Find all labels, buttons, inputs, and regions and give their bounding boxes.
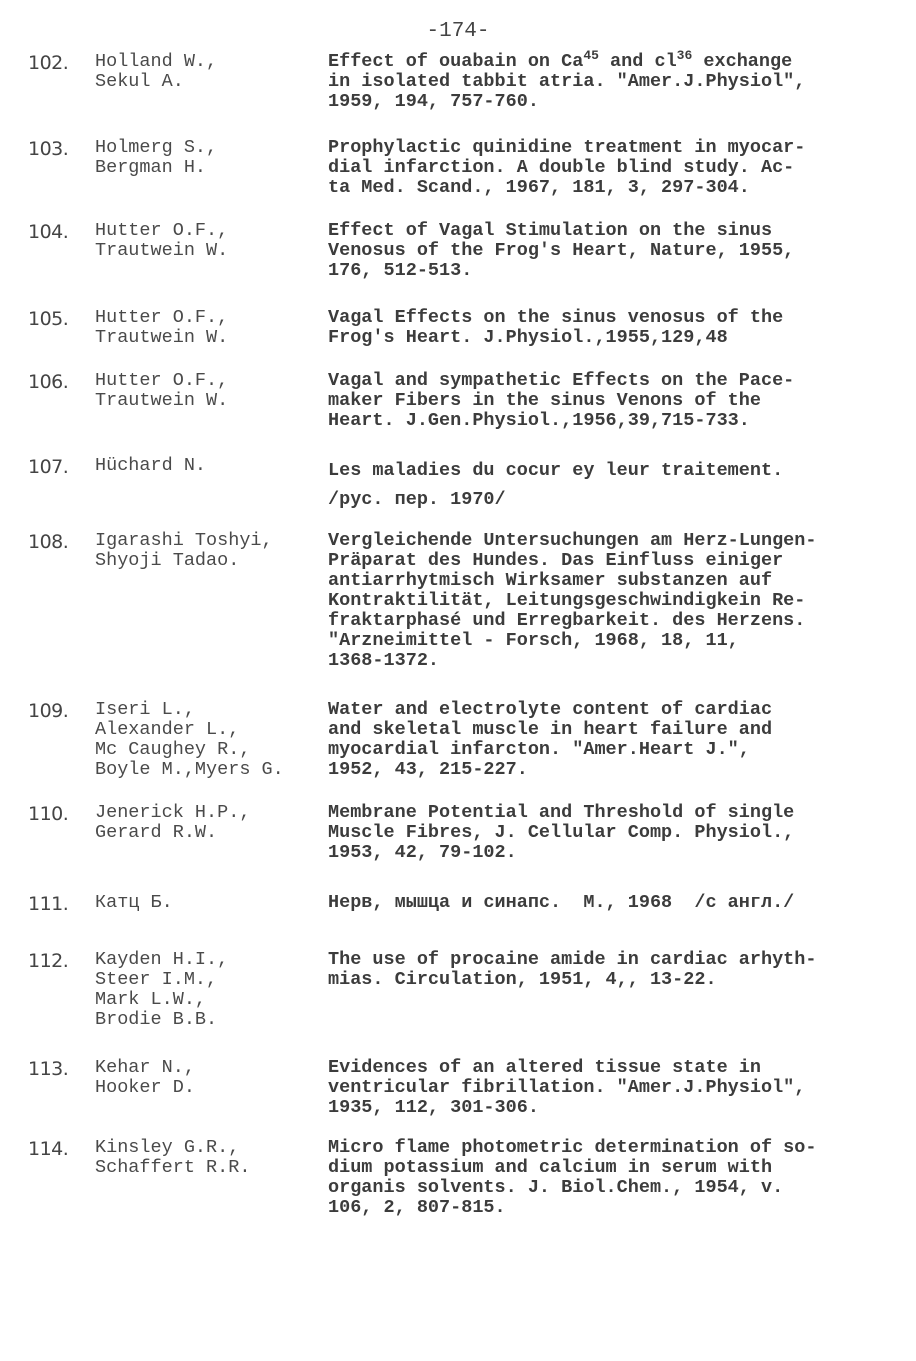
reference-authors: Hutter O.F., Trautwein W. bbox=[95, 370, 229, 411]
reference-authors: Kayden H.I., Steer I.M., Mark L.W., Brodie B.B. bbox=[95, 949, 229, 1030]
reference-authors: Hutter O.F., Trautwein W. bbox=[95, 307, 229, 348]
citation-text: Effect of ouabain on Ca bbox=[328, 51, 584, 72]
reference-authors: Kinsley G.R., Schaffert R.R. bbox=[95, 1137, 251, 1178]
reference-number: 107. bbox=[28, 456, 69, 478]
reference-number: 113. bbox=[28, 1058, 69, 1080]
reference-number: 110. bbox=[28, 803, 69, 825]
reference-citation: Evidences of an altered tissue state in ventricular fibrillation. "Amer.J.Physiol", 1935, 112, 301-306. bbox=[328, 1057, 806, 1118]
reference-authors: Jenerick H.P., Gerard R.W. bbox=[95, 802, 251, 843]
reference-number: 112. bbox=[28, 950, 69, 972]
reference-authors: Holland W., Sekul A. bbox=[95, 51, 218, 92]
reference-authors: Hüchard N. bbox=[95, 455, 207, 476]
reference-number: 108. bbox=[28, 531, 69, 553]
reference-number: 103. bbox=[28, 138, 69, 160]
reference-citation: Water and electrolyte content of cardiac and skeletal muscle in heart failure and myocardial infarcton. "Amer.Heart J.", 1952, 43, 215-227. bbox=[328, 699, 773, 780]
reference-citation: Membrane Potential and Threshold of single Muscle Fibres, J. Cellular Comp. Physiol., 1953, 42, 79-102. bbox=[328, 802, 795, 863]
reference-citation: Vergleichende Untersuchungen am Herz-Lungen- Präparat des Hundes. Das Einfluss einiger antiarrhytmisch Wirksamer substanzen auf Kontraktilität, Leitungsgeschwindigkein Re- fraktarphasé und Erregbarkeit. des Herzens. "Arzneimittel - Forsch, 1968, 18, 11, 1368-1372. bbox=[328, 530, 817, 671]
superscript: 36 bbox=[676, 47, 693, 63]
reference-number: 105. bbox=[28, 308, 69, 330]
citation-text: exchange in isolated tabbit atria. "Amer.J.Physiol", 1959, 194, 757-760. bbox=[328, 51, 806, 112]
reference-citation: Нерв, мышца и синапс. М., 1968 /с англ./ bbox=[328, 892, 795, 913]
reference-citation: Vagal and sympathetic Effects on the Pace- maker Fibers in the sinus Venons of the Heart. J.Gen.Physiol.,1956,39,715-733. bbox=[328, 370, 795, 431]
reference-number: 102. bbox=[28, 52, 69, 74]
reference-number: 114. bbox=[28, 1138, 69, 1160]
reference-authors: Kehar N., Hooker D. bbox=[95, 1057, 195, 1098]
reference-number: 106. bbox=[28, 371, 69, 393]
reference-authors: Hutter O.F., Trautwein W. bbox=[95, 220, 229, 261]
citation-text: and cl bbox=[598, 51, 677, 72]
reference-citation: Effect of Vagal Stimulation on the sinus Venosus of the Frog's Heart, Nature, 1955, 176, 512-513. bbox=[328, 220, 795, 281]
reference-authors: Igarashi Toshyi, Shyoji Tadao. bbox=[95, 530, 273, 571]
reference-number: 111. bbox=[28, 893, 69, 915]
reference-citation: Les maladies du cocur ey leur traitement. /рус. пер. 1970/ bbox=[328, 460, 784, 510]
reference-citation: Prophylactic quinidine treatment in myocar- dial infarction. A double blind study. Ac- ta Med. Scand., 1967, 181, 3, 297-304. bbox=[328, 137, 806, 198]
reference-citation bbox=[328, 47, 898, 112]
reference-authors: Iseri L., Alexander L., Mc Caughey R., Boyle M.,Myers G. bbox=[95, 699, 284, 780]
reference-citation: The use of procaine amide in cardiac arhyth- mias. Circulation, 1951, 4,, 13-22. bbox=[328, 949, 817, 990]
reference-authors: Катц Б. bbox=[95, 892, 173, 913]
superscript: 45 bbox=[583, 47, 599, 63]
reference-number: 104. bbox=[28, 221, 69, 243]
reference-number: 109. bbox=[28, 700, 69, 722]
page-number: -174- bbox=[426, 20, 490, 43]
reference-authors: Holmerg S., Bergman H. bbox=[95, 137, 218, 178]
reference-citation: Vagal Effects on the sinus venosus of the Frog's Heart. J.Physiol.,1955,129,48 bbox=[328, 307, 784, 348]
reference-citation: Micro flame photometric determination of so- dium potassium and calcium in serum with organis solvents. J. Biol.Chem., 1954, v. 106, 2, 807-815. bbox=[328, 1137, 817, 1218]
